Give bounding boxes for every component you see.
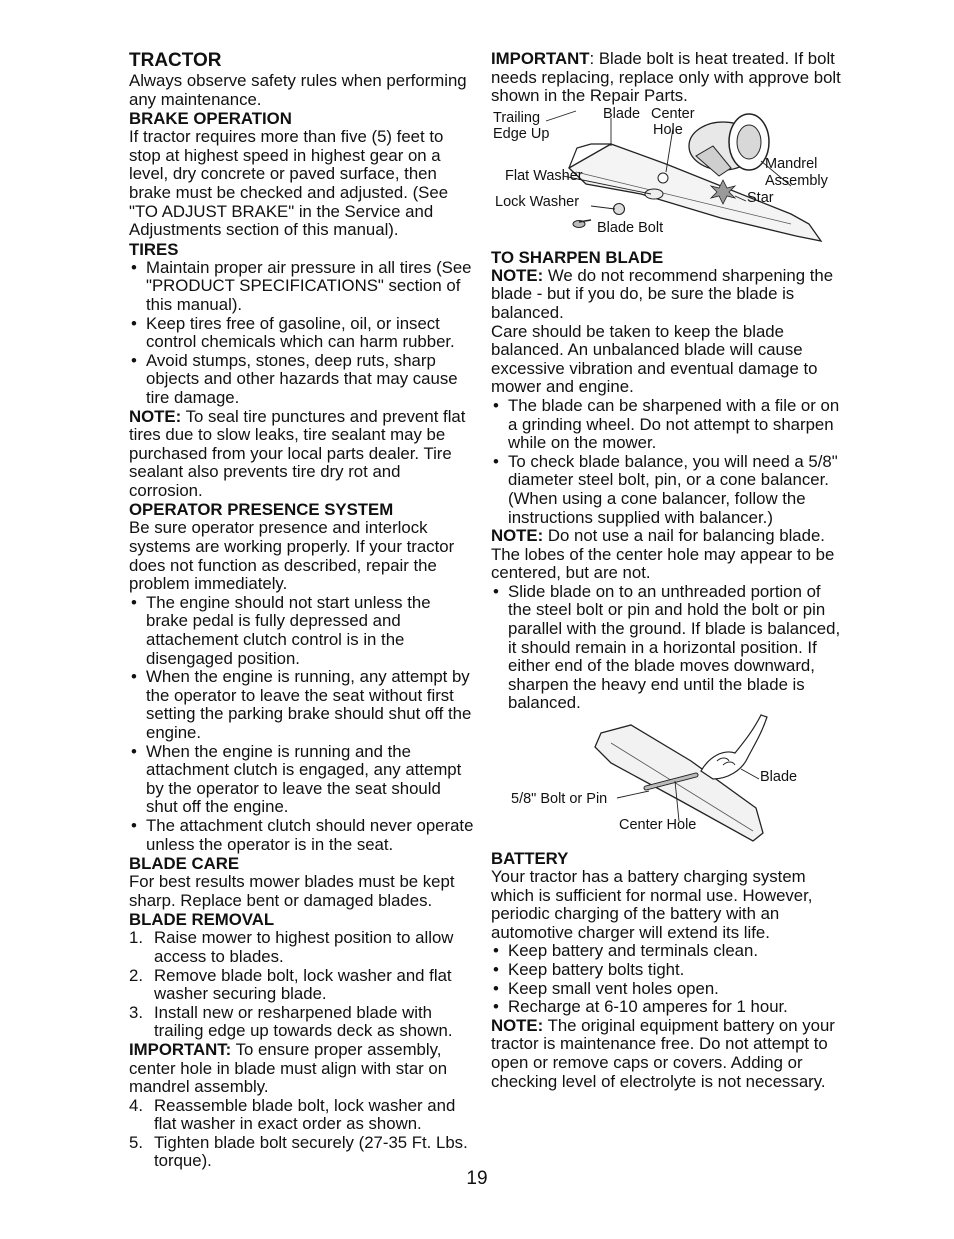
list-item: • The engine should not start unless the brake pedal is fully depressed and attachement clutch control is in the disengaged position. (129, 594, 474, 668)
blade-balance-figure (491, 713, 841, 849)
tires-note (129, 408, 474, 501)
battery-text: Your tractor has a battery charging system which is sufficient for normal use. However, periodic charging of the battery with an automotive charger will extend its life. (491, 867, 813, 942)
operator-presence-list (129, 594, 474, 854)
trailing-edge-label: Trailing (493, 109, 541, 126)
bolt-important (491, 50, 841, 106)
note-text: We do not recommend sharpening the blade - but if you do, be sure the blade is balanced. (491, 265, 834, 322)
blade-removal-heading: BLADE REMOVAL (129, 910, 275, 930)
important-label: IMPORTANT: (129, 1039, 232, 1059)
star-label: Star (747, 189, 774, 206)
mandrel-label: Mandrel (765, 155, 818, 172)
center-label: Center (651, 105, 695, 122)
list-item: • To check blade balance, you will need a 5/8" diameter steel bolt, pin, or a cone balancer. (When using a cone balancer, follow the instructions supplied with balancer.) (491, 453, 841, 527)
balance-blade-label: Blade (760, 769, 798, 786)
important-text: : Blade bolt is heat treated. If bolt needs replacing, replace only with approve bolt shown in the Repair Parts. (491, 49, 841, 106)
balance-list (491, 583, 841, 713)
flat-washer-label: Flat Washer (505, 167, 583, 184)
assembly-label: Assembly (765, 172, 828, 189)
brake-operation-heading: BRAKE OPERATION (129, 109, 292, 129)
list-item: • Avoid stumps, stones, deep ruts, sharp objects and other hazards that may cause tire damage. (129, 352, 474, 408)
battery-list (491, 942, 841, 1016)
battery-heading: BATTERY (491, 849, 569, 869)
blade-label: Blade (603, 105, 641, 122)
note-text: Do not use a nail for balancing blade. The lobes of the center hole may appear to be centered, but are not. (491, 526, 835, 583)
blade-removal-steps-cont (129, 1097, 474, 1171)
note-label: NOTE: (491, 526, 544, 546)
note-label: NOTE: (129, 406, 182, 426)
list-item: 3. Install new or resharpened blade with trailing edge up towards deck as shown. (129, 1002, 453, 1041)
list-item: • When the engine is running and the attachment clutch is engaged, any attempt by the operator to leave the seat should shut off the engine. (129, 743, 474, 817)
left-column (129, 50, 474, 1171)
operator-presence-text: Be sure operator presence and interlock systems are working properly. If your tractor does not function as described, repair the problem immediately. (129, 518, 455, 594)
sharpen-note-2 (491, 527, 841, 583)
note-label: NOTE: (491, 265, 544, 285)
list-item: • When the engine is running, any attempt by the operator to leave the seat without first setting the parking brake should shut off the engine. (129, 668, 474, 742)
center-hole-label: Center Hole (619, 817, 697, 834)
hole-label: Hole (653, 121, 683, 138)
battery-note (491, 1017, 841, 1091)
list-item: • Recharge at 6-10 amperes for 1 hour. (491, 998, 841, 1017)
sharpen-note-1 (491, 267, 841, 323)
list-item: • Slide blade on to an unthreaded portion of the steel bolt or pin and hold the bolt or pin parallel with the ground. If blade is balanced, it should remain in a horizontal position. If either end of the blade moves downward, sharpen the heavy end until the blade is balanced. (491, 583, 841, 713)
tires-heading: TIRES (129, 239, 179, 259)
list-item: • Maintain proper air pressure in all tires (See "PRODUCT SPECIFICATIONS" section of this manual). (129, 259, 474, 315)
sharpen-list (491, 397, 841, 527)
note-label: NOTE: (491, 1015, 544, 1035)
important-text: To ensure proper assembly, center hole in blade must align with star on mandrel assembly. (129, 1039, 448, 1097)
note-text: To seal tire punctures and prevent flat tires due to slow leaks, tire sealant may be purchased from your local parts dealer. Tire sealant also prevents tire dry rot and corrosion. (129, 406, 466, 500)
sharpen-text: Care should be taken to keep the blade balanced. An unbalanced blade will cause excessive vibration and eventual damage to mower and engine. (491, 321, 818, 397)
blade-assembly-figure (491, 106, 841, 248)
tractor-intro: Always observe safety rules when performing any maintenance. (129, 71, 467, 109)
list-item: • Keep small vent holes open. (491, 980, 841, 999)
brake-operation-text: If tractor requires more than five (5) feet to stop at highest speed in highest gear on a level, dry concrete or paved surface, then brake must be checked and adjusted. (See "TO ADJUST BRAKE" in the Service and Adjustments section of this manual). (129, 127, 449, 240)
page-number: 19 (466, 1168, 488, 1189)
blade-care-heading: BLADE CARE (129, 854, 240, 874)
blade-removal-steps (129, 929, 474, 1041)
list-item: • Keep tires free of gasoline, oil, or insect control chemicals which can harm rubber. (129, 315, 474, 352)
blade-removal-important (129, 1041, 474, 1097)
right-column (491, 50, 841, 1091)
edge-up-label: Edge Up (493, 125, 550, 142)
list-item: • Keep battery bolts tight. (491, 961, 841, 980)
sharpen-blade-heading: TO SHARPEN BLADE (491, 247, 664, 267)
lock-washer-label: Lock Washer (495, 193, 580, 210)
operator-presence-heading: OPERATOR PRESENCE SYSTEM (129, 500, 394, 520)
bolt-or-pin-label: 5/8" Bolt or Pin (511, 791, 608, 808)
list-item: • The attachment clutch should never operate unless the operator is in the seat. (129, 817, 474, 854)
important-label: IMPORTANT (491, 49, 590, 68)
blade-care-text: For best results mower blades must be kept sharp. Replace bent or damaged blades. (129, 872, 455, 910)
list-item: • The blade can be sharpened with a file or on a grinding wheel. Do not attempt to sharpen while on the mower. (491, 397, 841, 453)
list-item: 5. Tighten blade bolt securely (27-35 Ft. Lbs. torque). (129, 1132, 468, 1171)
list-item: 2. Remove blade bolt, lock washer and flat washer securing blade. (129, 965, 452, 1004)
note-text: The original equipment battery on your tractor is maintenance free. Do not attempt to open or remove caps or covers. Adding or checking level of electrolyte is not necessary. (491, 1015, 835, 1091)
list-item: 1. Raise mower to highest position to allow access to blades. (129, 928, 454, 966)
tires-list (129, 259, 474, 408)
list-item: 4. Reassemble blade bolt, lock washer and flat washer in exact order as shown. (129, 1095, 456, 1134)
blade-bolt-label: Blade Bolt (597, 219, 664, 236)
list-item: • Keep battery and terminals clean. (491, 942, 841, 961)
tractor-heading: TRACTOR (129, 50, 222, 71)
